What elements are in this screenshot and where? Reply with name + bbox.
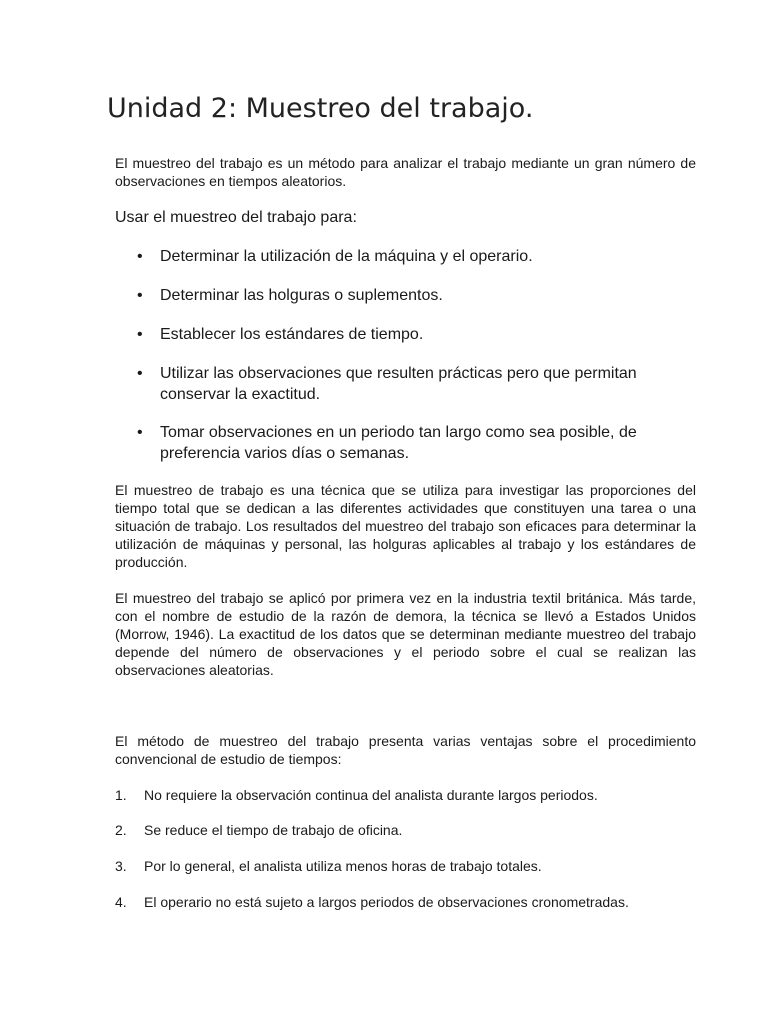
list-item bbox=[115, 821, 696, 839]
list-number: 2. bbox=[115, 822, 127, 838]
list-item bbox=[115, 786, 696, 804]
list-item-text: Determinar la utilización de la máquina y el operario. bbox=[160, 248, 533, 265]
bullet-icon: • bbox=[137, 287, 143, 304]
history-paragraph: El muestreo del trabajo se aplicó por primera vez en la industria textil británica. Más tarde, con el nombre de estudio de la razón de demora, la técnica se llevó a Estados Unidos (Morrow, 1946). La exactitud de los datos que se determinan mediante muestreo del trabajo depende del número de observaciones y el periodo sobre el cual se realizan las observaciones aleatorias. bbox=[115, 590, 696, 678]
list-item-text: Establecer los estándares de tiempo. bbox=[160, 326, 424, 343]
intro-paragraph: El muestreo del trabajo es un método para analizar el trabajo mediante un gran número de observaciones en tiempos aleatorios. bbox=[115, 155, 696, 189]
advantages-paragraph: El método de muestreo del trabajo presenta varias ventajas sobre el procedimiento convencional de estudio de tiempos: bbox=[115, 733, 696, 767]
bullet-icon: • bbox=[137, 424, 143, 441]
list-item-text: Por lo general, el analista utiliza menos horas de trabajo totales. bbox=[144, 858, 542, 874]
uses-heading: Usar el muestreo del trabajo para: bbox=[115, 209, 357, 226]
list-item bbox=[137, 324, 697, 345]
page-title: Unidad 2: Muestreo del trabajo. bbox=[107, 93, 534, 124]
list-item-text: El operario no está sujeto a largos periodos de observaciones cronometradas. bbox=[144, 894, 629, 910]
list-number: 1. bbox=[115, 787, 127, 803]
list-item bbox=[137, 246, 697, 267]
list-item bbox=[115, 893, 696, 911]
list-item bbox=[137, 285, 697, 306]
list-item-text: Determinar las holguras o suplementos. bbox=[160, 287, 443, 304]
list-number: 3. bbox=[115, 858, 127, 874]
bullet-icon: • bbox=[137, 326, 143, 343]
list-item bbox=[115, 857, 696, 875]
bullet-icon: • bbox=[137, 365, 143, 382]
list-item-text: Tomar observaciones en un periodo tan largo como sea posible, de preferencia varios días o semanas. bbox=[160, 424, 637, 462]
list-item bbox=[137, 422, 697, 464]
technique-paragraph: El muestreo de trabajo es una técnica que se utiliza para investigar las proporciones del tiempo total que se dedican a las diferentes actividades que constituyen una tarea o una situación de trabajo. Los resultados del muestreo del trabajo son eficaces para determinar la utilización de máquinas y personal, las holguras aplicables al trabajo y los estándares de producción. bbox=[115, 482, 696, 570]
list-item-text: No requiere la observación continua del analista durante largos periodos. bbox=[144, 787, 598, 803]
list-number: 4. bbox=[115, 894, 127, 910]
list-item bbox=[137, 363, 697, 405]
bullet-icon: • bbox=[137, 248, 143, 265]
list-item-text: Utilizar las observaciones que resulten prácticas pero que permitan conservar la exactitud. bbox=[160, 365, 637, 403]
list-item-text: Se reduce el tiempo de trabajo de oficina. bbox=[144, 822, 403, 838]
